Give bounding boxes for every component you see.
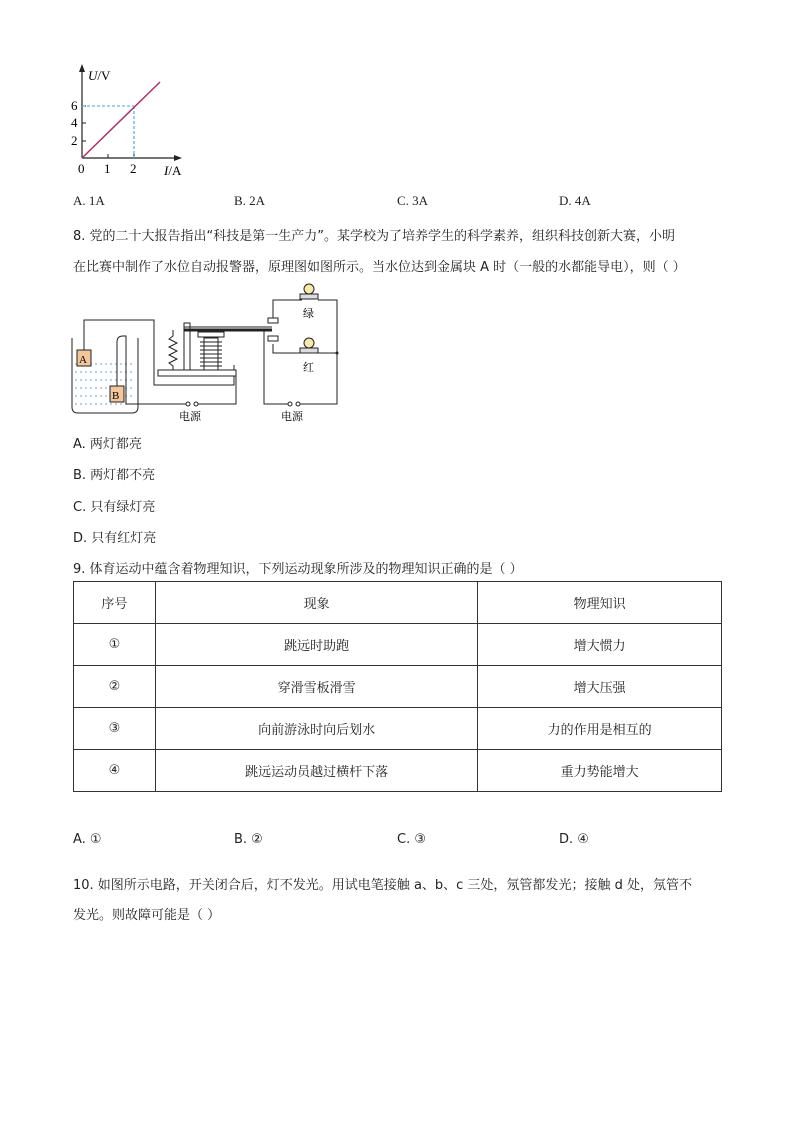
spring — [169, 330, 177, 370]
power-right-label: 电源 — [281, 410, 303, 423]
q9-option-c[interactable]: C. ③ — [397, 832, 426, 847]
red-lamp-base — [300, 348, 318, 353]
y-tick-label-2: 2 — [71, 133, 78, 148]
electromagnet-coil — [200, 342, 222, 366]
green-lamp-base — [300, 294, 318, 299]
upper-contact — [268, 318, 278, 323]
table-cell: 穿滑雪板滑雪 — [155, 666, 477, 708]
q9-option-b[interactable]: B. ② — [234, 832, 263, 847]
q7-option-c[interactable]: C. 3A — [397, 193, 429, 208]
q9-option-a[interactable]: A. ① — [73, 832, 102, 847]
lower-contact — [268, 336, 278, 341]
table-cell: 跳远时助跑 — [155, 624, 477, 666]
y-tick-label-6: 6 — [71, 98, 78, 113]
junction-dot — [336, 352, 339, 355]
water-alarm-diagram — [66, 280, 346, 425]
q9-stem: 9. 体育运动中蕴含着物理知识，下列运动现象所涉及的物理知识正确的是（ ） — [73, 562, 523, 577]
table-cell: 力的作用是相互的 — [478, 708, 722, 750]
x-axis-label: I/A — [164, 163, 182, 178]
q8-option-a[interactable]: A. 两灯都亮 — [73, 437, 142, 452]
table-cell: ② — [74, 666, 156, 708]
q8-option-d[interactable]: D. 只有红灯亮 — [73, 531, 157, 546]
table-header-cell: 现象 — [155, 582, 477, 624]
q7-option-d[interactable]: D. 4A — [559, 193, 591, 208]
table-row — [74, 708, 722, 750]
ui-line — [82, 82, 160, 158]
q8-option-c[interactable]: C. 只有绿灯亮 — [73, 500, 156, 515]
physics-table — [73, 581, 722, 792]
q7-option-b[interactable]: B. 2A — [234, 193, 266, 208]
table-header-cell: 序号 — [74, 582, 156, 624]
table-cell: ④ — [74, 750, 156, 792]
power-right-terminal-1 — [288, 402, 292, 406]
table-cell: 跳远运动员越过横杆下落 — [155, 750, 477, 792]
origin-label: 0 — [78, 161, 85, 176]
table-header-row — [74, 582, 722, 624]
q10-stem-line1: 10. 如图所示电路，开关闭合后，灯不发光。用试电笔接触 a、b、c 三处，氖管都发光；接触 d 处，氖管不 — [73, 878, 692, 893]
table-row — [74, 750, 722, 792]
block-a-label: A — [79, 354, 87, 366]
table-row — [74, 666, 722, 708]
q9-option-d[interactable]: D. ④ — [559, 832, 589, 847]
power-left-terminal-2 — [194, 402, 198, 406]
power-right-terminal-2 — [296, 402, 300, 406]
table-cell: ① — [74, 624, 156, 666]
q10-stem-line2: 发光。则故障可能是（ ） — [73, 908, 221, 923]
x-tick-label-2: 2 — [130, 161, 137, 176]
power-left-terminal-1 — [186, 402, 190, 406]
x-axis-arrow — [174, 155, 182, 161]
table-cell: 增大惯力 — [478, 624, 722, 666]
y-tick-label-4: 4 — [71, 115, 78, 130]
x-tick-label-1: 1 — [104, 161, 111, 176]
ui-graph — [60, 60, 200, 185]
q8-stem-line1: 8. 党的二十大报告指出“科技是第一生产力”。某学校为了培养学生的科学素养，组织科技创新大赛，小明 — [73, 229, 676, 244]
beaker — [72, 338, 138, 413]
table-cell: ③ — [74, 708, 156, 750]
y-axis-arrow — [79, 64, 85, 72]
table-cell: 增大压强 — [478, 666, 722, 708]
red-lamp-label: 红 — [303, 361, 314, 374]
red-lamp-bulb — [304, 338, 314, 348]
q8-stem-line2: 在比赛中制作了水位自动报警器，原理图如图所示。当水位达到金属块 A 时（一般的水都能导电），则（ ） — [73, 260, 686, 275]
table-cell: 重力势能增大 — [478, 750, 722, 792]
table-row — [74, 624, 722, 666]
table-header-cell: 物理知识 — [478, 582, 722, 624]
power-left-label: 电源 — [179, 410, 201, 423]
table-cell: 向前游泳时向后划水 — [155, 708, 477, 750]
q7-option-a[interactable]: A. 1A — [73, 193, 105, 208]
q8-option-b[interactable]: B. 两灯都不亮 — [73, 468, 156, 483]
armature — [198, 332, 224, 337]
green-lamp-bulb — [304, 284, 314, 294]
green-lamp-label: 绿 — [303, 307, 314, 320]
y-axis-label: U/V — [88, 68, 111, 83]
block-b-label: B — [112, 390, 120, 402]
